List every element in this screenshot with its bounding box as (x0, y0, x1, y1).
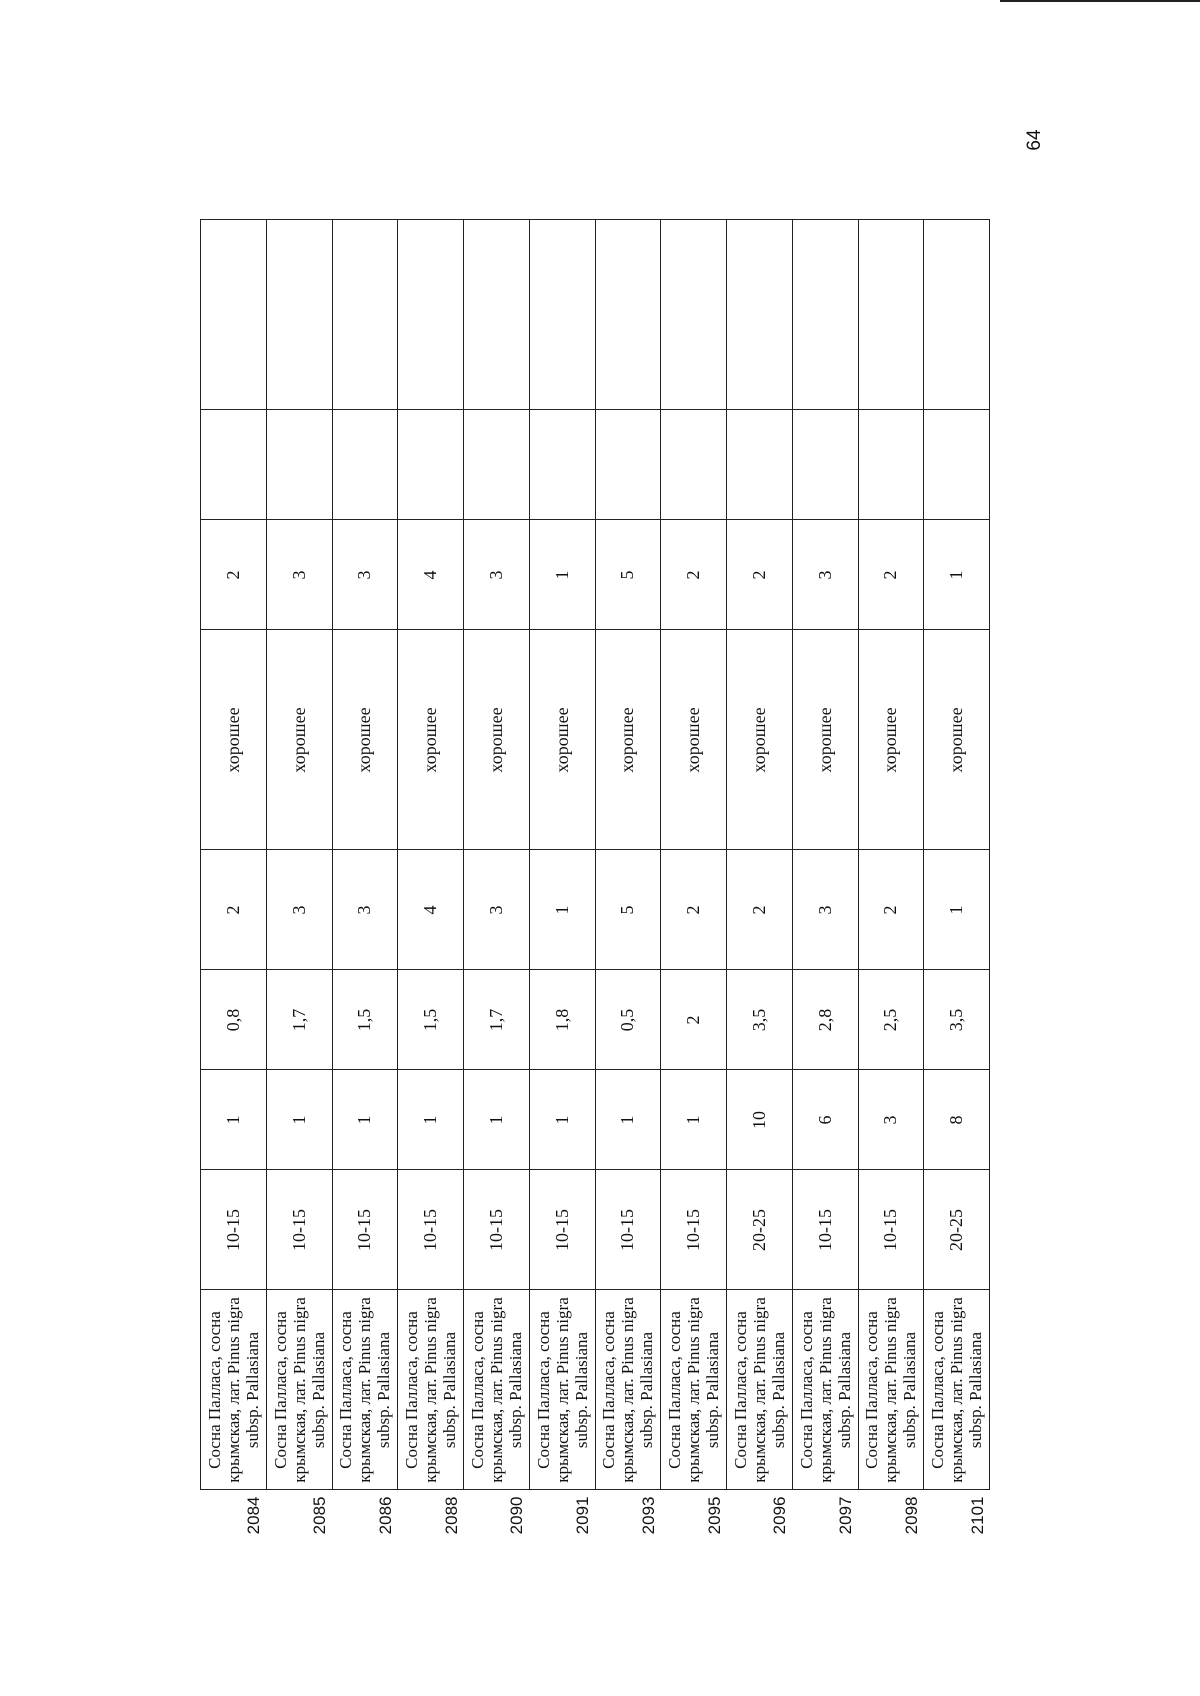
diameter-cell: 3,5 (924, 970, 990, 1070)
height-cell: 10-15 (595, 1170, 661, 1290)
category-cell: 2 (858, 520, 924, 630)
empty-cell (332, 220, 398, 410)
empty-cell (792, 410, 858, 520)
diameter-cell: 1,7 (266, 970, 332, 1070)
empty-cell (661, 410, 727, 520)
row-number: 2097 (792, 1490, 858, 1550)
crown-cell: 5 (595, 850, 661, 970)
top-rule (1000, 0, 1200, 2)
crown-cell: 1 (529, 850, 595, 970)
empty-cell (661, 220, 727, 410)
diameter-cell: 1,5 (398, 970, 464, 1070)
empty-cell (398, 220, 464, 410)
empty-cell (529, 410, 595, 520)
count-cell: 8 (924, 1070, 990, 1170)
crown-cell: 3 (332, 850, 398, 970)
count-cell: 3 (858, 1070, 924, 1170)
category-cell: 1 (529, 520, 595, 630)
condition-cell: хорошее (332, 630, 398, 850)
condition-cell: хорошее (661, 630, 727, 850)
crown-cell: 3 (792, 850, 858, 970)
category-cell: 3 (792, 520, 858, 630)
condition-cell: хорошее (398, 630, 464, 850)
row-number: 2091 (529, 1490, 595, 1550)
table-row (661, 220, 727, 1550)
category-cell: 1 (924, 520, 990, 630)
empty-cell (529, 220, 595, 410)
diameter-cell: 2 (661, 970, 727, 1070)
species-cell: Сосна Палласа, сосна крымская, лат. Pinus nigra subsp. Pallasiana (464, 1290, 530, 1490)
empty-cell (201, 220, 267, 410)
category-cell: 2 (661, 520, 727, 630)
species-cell: Сосна Палласа, сосна крымская, лат. Pinus nigra subsp. Pallasiana (858, 1290, 924, 1490)
table-row (266, 220, 332, 1550)
condition-cell: хорошее (266, 630, 332, 850)
row-number: 2101 (924, 1490, 990, 1550)
species-cell: Сосна Палласа, сосна крымская, лат. Pinus nigra subsp. Pallasiana (727, 1290, 793, 1490)
species-cell: Сосна Палласа, сосна крымская, лат. Pinus nigra subsp. Pallasiana (398, 1290, 464, 1490)
row-number: 2086 (332, 1490, 398, 1550)
table-body (201, 220, 990, 1550)
crown-cell: 2 (201, 850, 267, 970)
count-cell: 1 (266, 1070, 332, 1170)
height-cell: 10-15 (398, 1170, 464, 1290)
rotated-page-content (200, 129, 1060, 1550)
crown-cell: 2 (858, 850, 924, 970)
count-cell: 1 (661, 1070, 727, 1170)
empty-cell (727, 410, 793, 520)
empty-cell (464, 220, 530, 410)
crown-cell: 4 (398, 850, 464, 970)
condition-cell: хорошее (924, 630, 990, 850)
height-cell: 20-25 (924, 1170, 990, 1290)
count-cell: 1 (464, 1070, 530, 1170)
diameter-cell: 0,5 (595, 970, 661, 1070)
empty-cell (727, 220, 793, 410)
species-cell: Сосна Палласа, сосна крымская, лат. Pinus nigra subsp. Pallasiana (792, 1290, 858, 1490)
condition-cell: хорошее (201, 630, 267, 850)
row-number: 2090 (464, 1490, 530, 1550)
table-row (858, 220, 924, 1550)
condition-cell: хорошее (792, 630, 858, 850)
count-cell: 1 (201, 1070, 267, 1170)
table-row (332, 220, 398, 1550)
row-number: 2095 (661, 1490, 727, 1550)
height-cell: 10-15 (332, 1170, 398, 1290)
row-number: 2096 (727, 1490, 793, 1550)
table-row (924, 220, 990, 1550)
count-cell: 6 (792, 1070, 858, 1170)
empty-cell (595, 410, 661, 520)
empty-cell (792, 220, 858, 410)
height-cell: 10-15 (858, 1170, 924, 1290)
empty-cell (266, 410, 332, 520)
empty-cell (201, 410, 267, 520)
height-cell: 20-25 (727, 1170, 793, 1290)
empty-cell (464, 410, 530, 520)
diameter-cell: 3,5 (727, 970, 793, 1070)
crown-cell: 2 (727, 850, 793, 970)
empty-cell (858, 410, 924, 520)
species-cell: Сосна Палласа, сосна крымская, лат. Pinus nigra subsp. Pallasiana (201, 1290, 267, 1490)
count-cell: 1 (595, 1070, 661, 1170)
count-cell: 1 (332, 1070, 398, 1170)
empty-cell (595, 220, 661, 410)
row-number: 2098 (858, 1490, 924, 1550)
table-row (398, 220, 464, 1550)
diameter-cell: 2,5 (858, 970, 924, 1070)
height-cell: 10-15 (201, 1170, 267, 1290)
species-cell: Сосна Палласа, сосна крымская, лат. Pinus nigra subsp. Pallasiana (595, 1290, 661, 1490)
table-row (529, 220, 595, 1550)
height-cell: 10-15 (661, 1170, 727, 1290)
condition-cell: хорошее (727, 630, 793, 850)
diameter-cell: 2,8 (792, 970, 858, 1070)
category-cell: 4 (398, 520, 464, 630)
empty-cell (924, 410, 990, 520)
table-row (464, 220, 530, 1550)
crown-cell: 3 (266, 850, 332, 970)
count-cell: 1 (398, 1070, 464, 1170)
crown-cell: 3 (464, 850, 530, 970)
count-cell: 1 (529, 1070, 595, 1170)
table-row (201, 220, 267, 1550)
page-number: 64 (1024, 129, 1045, 151)
category-cell: 5 (595, 520, 661, 630)
category-cell: 2 (727, 520, 793, 630)
count-cell: 10 (727, 1070, 793, 1170)
table-row (727, 220, 793, 1550)
category-cell: 2 (201, 520, 267, 630)
species-cell: Сосна Палласа, сосна крымская, лат. Pinus nigra subsp. Pallasiana (924, 1290, 990, 1490)
species-cell: Сосна Палласа, сосна крымская, лат. Pinus nigra subsp. Pallasiana (661, 1290, 727, 1490)
height-cell: 10-15 (464, 1170, 530, 1290)
height-cell: 10-15 (792, 1170, 858, 1290)
row-number: 2084 (201, 1490, 267, 1550)
condition-cell: хорошее (858, 630, 924, 850)
tree-inventory-table (200, 220, 990, 1551)
empty-cell (398, 410, 464, 520)
condition-cell: хорошее (595, 630, 661, 850)
diameter-cell: 1,5 (332, 970, 398, 1070)
diameter-cell: 1,8 (529, 970, 595, 1070)
species-cell: Сосна Палласа, сосна крымская, лат. Pinus nigra subsp. Pallasiana (529, 1290, 595, 1490)
empty-cell (858, 220, 924, 410)
species-cell: Сосна Палласа, сосна крымская, лат. Pinus nigra subsp. Pallasiana (266, 1290, 332, 1490)
empty-cell (266, 220, 332, 410)
height-cell: 10-15 (266, 1170, 332, 1290)
table-row (595, 220, 661, 1550)
row-number: 2088 (398, 1490, 464, 1550)
empty-cell (924, 220, 990, 410)
category-cell: 3 (332, 520, 398, 630)
crown-cell: 2 (661, 850, 727, 970)
empty-cell (332, 410, 398, 520)
condition-cell: хорошее (464, 630, 530, 850)
diameter-cell: 0,8 (201, 970, 267, 1070)
species-cell: Сосна Палласа, сосна крымская, лат. Pinus nigra subsp. Pallasiana (332, 1290, 398, 1490)
condition-cell: хорошее (529, 630, 595, 850)
diameter-cell: 1,7 (464, 970, 530, 1070)
crown-cell: 1 (924, 850, 990, 970)
row-number: 2085 (266, 1490, 332, 1550)
category-cell: 3 (464, 520, 530, 630)
height-cell: 10-15 (529, 1170, 595, 1290)
table-row (792, 220, 858, 1550)
category-cell: 3 (266, 520, 332, 630)
row-number: 2093 (595, 1490, 661, 1550)
